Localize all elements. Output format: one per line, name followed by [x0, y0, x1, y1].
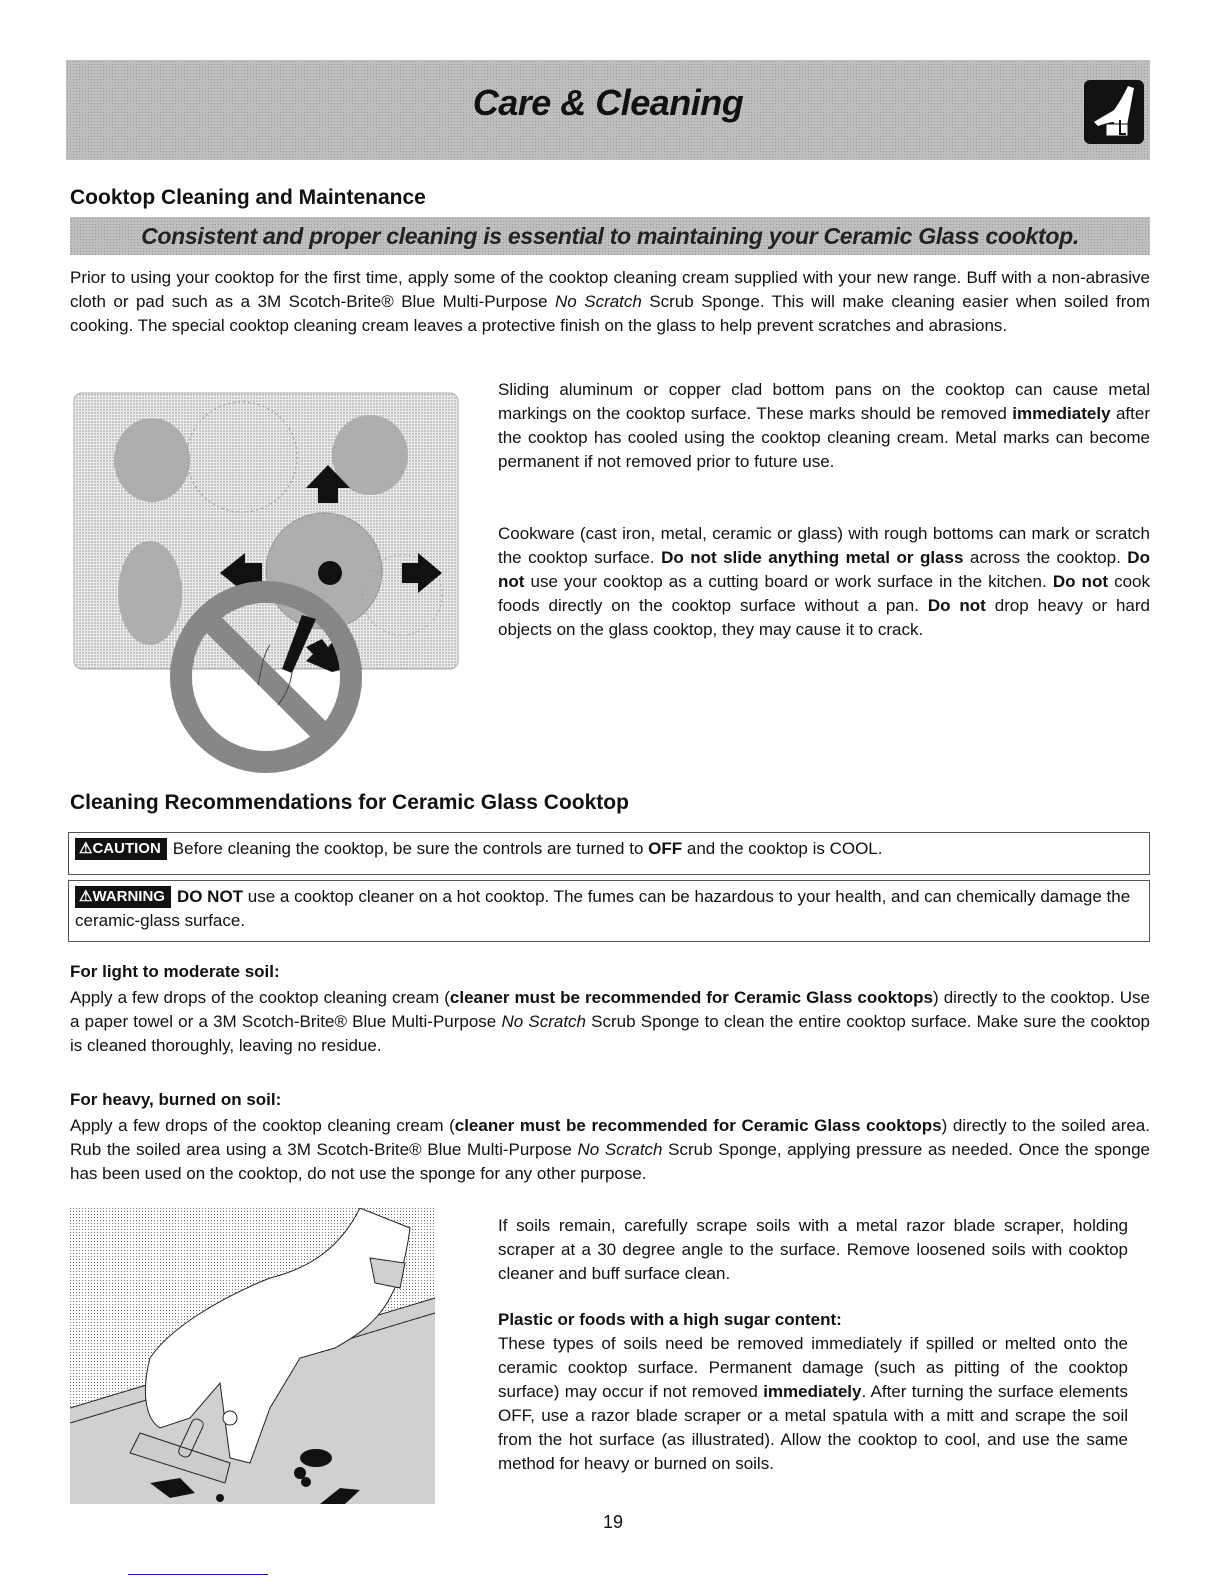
heavy-soil-heading: For heavy, burned on soil:	[70, 1090, 282, 1109]
section-heading-recommendations: Cleaning Recommendations for Ceramic Glass Cooktop	[70, 791, 629, 814]
section-banner	[66, 60, 1150, 160]
sliding-pans-paragraph: Sliding aluminum or copper clad bottom pans on the cooktop can cause metal markings on the cooktop surface. These marks should be removed immediately after the cooktop has cooled using the cooktop cleaning cream. Metal marks can become permanent if not removed prior to future use.	[498, 380, 1150, 471]
hand-cleaning-icon	[1084, 80, 1144, 144]
sugar-heading: Plastic or foods with a high sugar content:	[498, 1310, 842, 1329]
warning-badge: ⚠WARNING	[75, 886, 171, 908]
intro-paragraph: Prior to using your cooktop for the first time, apply some of the cooktop cleaning cream supplied with your new range. Buff with a non-abrasive cloth or pad such as a 3M Scotch-Brite® Blue Multi-Purpose No Scratch Scrub Sponge. This will make cleaning easier when soiled from cooking. The special cooktop cleaning cream leaves a protective finish on the glass to help prevent scratches and abrasions.	[70, 268, 1150, 335]
tagline-banner	[70, 217, 1150, 255]
warning-triangle-icon: ⚠	[79, 840, 93, 857]
caution-badge: ⚠CAUTION	[75, 838, 167, 860]
section-heading-maintenance: Cooktop Cleaning and Maintenance	[70, 186, 426, 209]
scrape-paragraph: If soils remain, carefully scrape soils with a metal razor blade scraper, holding scraper at a 30 degree angle to the surface. Remove loosened soils with cooktop cleaner and buff surface clean.	[498, 1216, 1128, 1283]
scraper-mitt-illustration	[70, 1208, 435, 1504]
banner-title: Care & Cleaning	[472, 82, 744, 123]
caution-box: ⚠CAUTION Before cleaning the cooktop, be sure the controls are turned to OFF and the cooktop is COOL.	[68, 832, 1150, 875]
light-soil-heading: For light to moderate soil:	[70, 962, 280, 981]
heavy-soil-paragraph: Apply a few drops of the cooktop cleaning cream (cleaner must be recommended for Ceramic Glass cooktops) directly to the soiled area. Rub the soiled area using a 3M Scotch-Brite® Blue Multi-Purpose No Scratch Scrub Sponge, applying pressure as needed. Once the sponge has been used on the cooktop, do not use the sponge for any other purpose.	[70, 1116, 1150, 1183]
warning-triangle-icon: ⚠	[79, 888, 93, 905]
footer-divider	[128, 1574, 268, 1575]
tagline-text: Consistent and proper cleaning is essential to maintaining your Ceramic Glass cooktop.	[141, 223, 1079, 249]
no-sliding-prohibited-icon	[70, 385, 460, 785]
page-number: 19	[602, 1512, 624, 1532]
warning-box: ⚠WARNING DO NOT use a cooktop cleaner on a hot cooktop. The fumes can be hazardous to your health, and can chemically damage the ceramic-glass surface.	[68, 880, 1150, 942]
sugar-paragraph: These types of soils need be removed immediately if spilled or melted onto the ceramic cooktop surface. Permanent damage (such as pitting of the cooktop surface) may occur if not removed immediately. After turning the surface elements OFF, use a razor blade scraper or a metal spatula with a mitt and scrape the soil from the hot surface (as illustrated). Allow the cooktop to cool, and use the same method for heavy or burned on soils.	[498, 1334, 1128, 1473]
light-soil-paragraph: Apply a few drops of the cooktop cleaning cream (cleaner must be recommended for Ceramic Glass cooktops) directly to the cooktop. Use a paper towel or a 3M Scotch-Brite® Blue Multi-Purpose No Scratch Scrub Sponge to clean the entire cooktop surface. Make sure the cooktop is cleaned thoroughly, leaving no residue.	[70, 988, 1151, 1055]
cookware-paragraph: Cookware (cast iron, metal, ceramic or glass) with rough bottoms can mark or scratch the cooktop surface. Do not slide anything metal or glass across the cooktop. Do not use your cooktop as a cutting board or work surface in the kitchen. Do not cook foods directly on the cooktop surface without a pan. Do not drop heavy or hard objects on the glass cooktop, they may cause it to crack.	[498, 524, 1150, 639]
